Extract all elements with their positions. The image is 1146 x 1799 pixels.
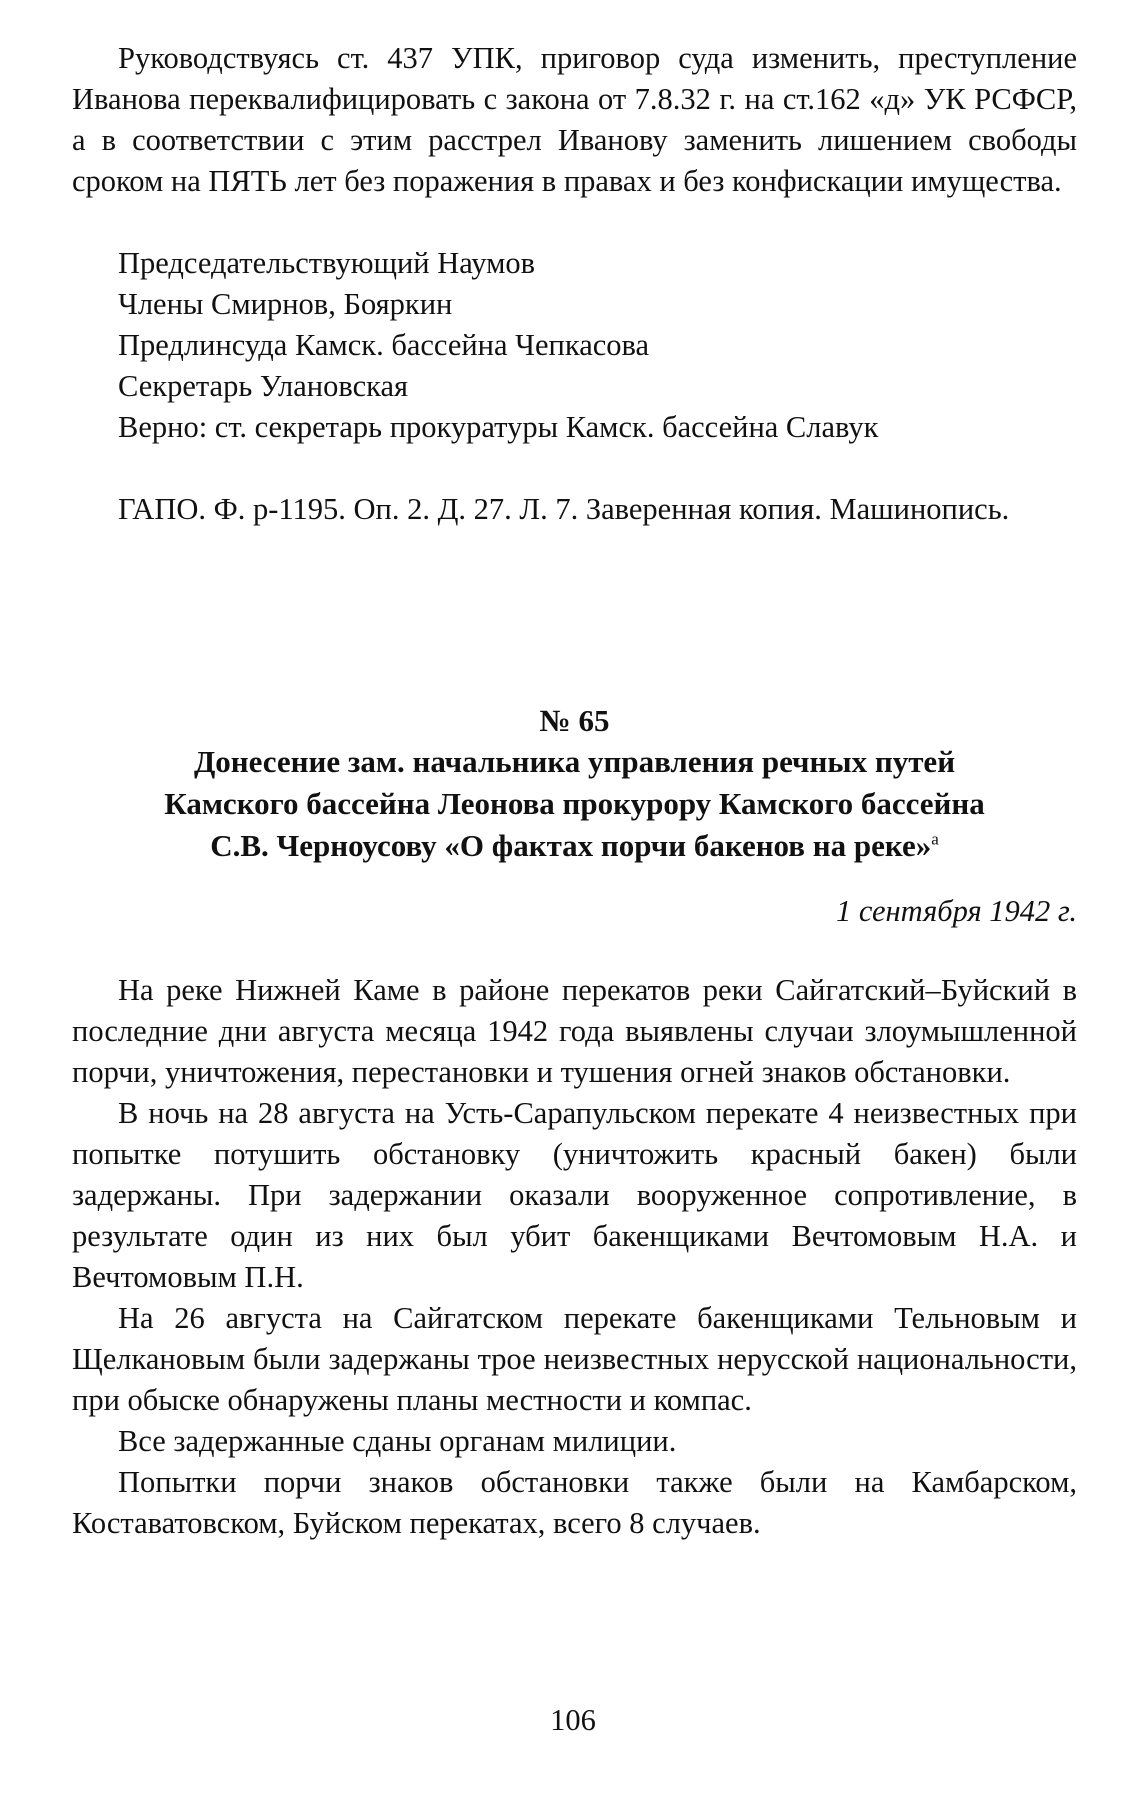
document-title-line: Камского бассейна Леонова прокурору Камского бассейна xyxy=(164,786,985,821)
signature-certified: Верно: ст. секретарь прокуратуры Камск. бассейна Славук xyxy=(118,410,879,444)
footnote-mark: а xyxy=(931,829,939,849)
document-title xyxy=(72,741,1077,867)
signature-secretary: Секретарь Улановская xyxy=(118,369,409,403)
body-paragraph: На 26 августа на Сайгатском перекате бакенщиками Тельновым и Щелкановым были задержаны трое неизвестных нерусской национальности, при обыске обнаружены планы местности и компас. xyxy=(72,1301,1077,1417)
document-title-line xyxy=(72,825,1077,867)
signature-members: Члены Смирнов, Бояркин xyxy=(118,287,453,321)
signature-block xyxy=(72,243,1077,448)
document-date: 1 сентября 1942 г. xyxy=(836,894,1077,928)
document-body xyxy=(72,970,1077,1544)
page-number: 106 xyxy=(550,1703,596,1737)
document-title-line-text: С.В. Черноусову «О фактах порчи бакенов на реке» xyxy=(210,828,932,863)
body-paragraph: На реке Нижней Каме в районе перекатов реки Сайгатский–Буйский в последние дни августа месяца 1942 года выявлены случаи злоумышленной порчи, уничтожения, перестановки и тушения огней знаков обстановки. xyxy=(72,973,1077,1089)
signature-presiding: Председательствующий Наумов xyxy=(118,246,536,280)
signature-court-chair: Предлинсуда Камск. бассейна Чепкасова xyxy=(118,328,650,362)
verdict-paragraph: Руководствуясь ст. 437 УПК, приговор суда изменить, преступление Иванова переквалифицировать с закона от 7.8.32 г. на ст.162 «д» УК РСФСР, а в соответствии с этим расстрел Иванову заменить лишением свободы сроком на ПЯТЬ лет без поражения в правах и без конфискации имущества. xyxy=(72,41,1077,198)
archive-reference: ГАПО. Ф. р-1195. Оп. 2. Д. 27. Л. 7. Заверенная копия. Машинопись. xyxy=(118,492,1010,526)
body-paragraph: Все задержанные сданы органам милиции. xyxy=(118,1424,677,1458)
body-paragraph: В ночь на 28 августа на Усть-Сарапульском перекате 4 неизвестных при попытке потушить обстановку (уничтожить красный бакен) были задержаны. При задержании оказали вооруженное сопротивление, в результате один из них был убит бакенщиками Вечтомовым Н.А. и Вечтомовым П.Н. xyxy=(72,1096,1077,1294)
document-number: № 65 xyxy=(539,703,610,738)
document-title-line: Донесение зам. начальника управления речных путей xyxy=(193,744,956,779)
body-paragraph: Попытки порчи знаков обстановки также были на Камбарском, Коставатовском, Буйском перекатах, всего 8 случаев. xyxy=(72,1465,1077,1540)
page-content xyxy=(72,38,1077,1544)
